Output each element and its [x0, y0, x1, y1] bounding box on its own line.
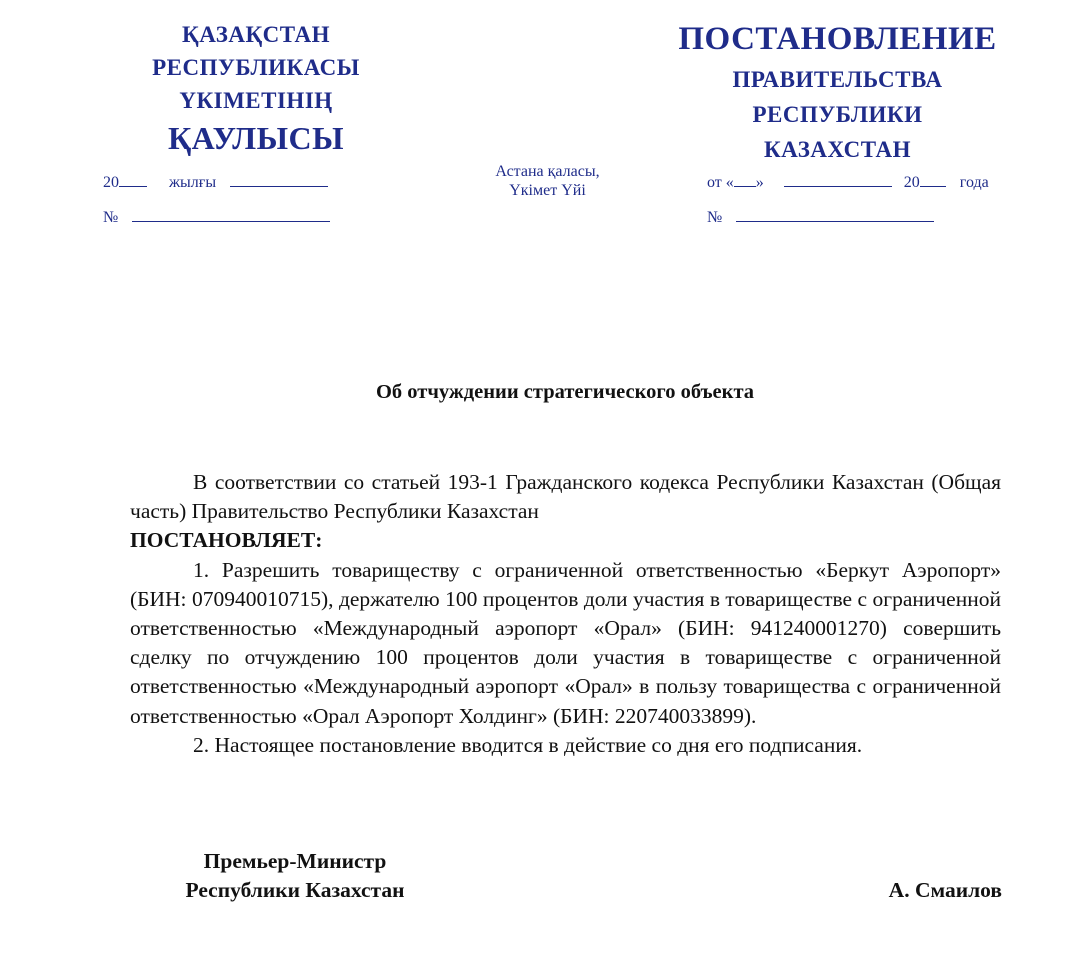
- preamble: В соответствии со статьей 193-1 Гражданского кодекса Республики Казахстан (Общая часть) Правительство Республики Казахстан: [130, 470, 1001, 524]
- number-sign-right: №: [707, 209, 723, 226]
- date-close-right: »: [755, 174, 764, 191]
- item-1: 1. Разрешить товариществу с ограниченной ответственностью «Беркут Аэропорт» (БИН: 070940010715), держателю 100 процентов доли участия в товариществе с ограниченной ответственностью «Международный аэропорт «Орал» (БИН: 941240001270) совершить сделку по отчуждению 100 процентов доли участия в товариществе с ограниченной ответственностью «Международный аэропорт «Орал» в пользу товарищества с ограниченной ответственностью «Орал Аэропорт Холдинг» (БИН: 220740033899).: [130, 557, 1001, 728]
- date-month-blank-right: [784, 172, 892, 187]
- date-year-prefix-right: 20: [903, 174, 920, 191]
- header-right-line1: ПОСТАНОВЛЕНИЕ: [678, 21, 997, 57]
- date-year-suffix-right: года: [959, 174, 989, 191]
- number-blank-left: [132, 207, 330, 222]
- signature-position-line1: Премьер-Министр: [203, 849, 387, 873]
- header-right: [660, 16, 1015, 167]
- header-left-line2: РЕСПУБЛИКАСЫ: [152, 55, 360, 80]
- header-right-line2: ПРАВИТЕЛЬСТВА: [732, 67, 943, 92]
- header-left-line4: ҚАУЛЫСЫ: [167, 120, 345, 156]
- date-blank-left: [230, 172, 328, 187]
- number-blank-right: [736, 207, 934, 222]
- issue-place: [470, 162, 625, 200]
- signature-position-line2: Республики Казахстан: [185, 878, 405, 902]
- signature-name: А. Смаилов: [888, 878, 1002, 902]
- date-line-right: [707, 172, 989, 192]
- item-2: 2. Настоящее постановление вводится в действие со дня его подписания.: [193, 732, 863, 757]
- date-day-blank-right: [734, 172, 756, 187]
- date-line-left: [103, 172, 328, 192]
- number-line-left: [103, 207, 330, 227]
- header-left: [106, 18, 406, 159]
- number-line-right: [707, 207, 934, 227]
- issue-place-city: Астана қаласы,: [495, 163, 600, 180]
- decree-word: ПОСТАНОВЛЯЕТ:: [130, 528, 323, 553]
- date-year-blank-right: [920, 172, 946, 187]
- issue-place-building: Үкімет Үйі: [509, 182, 586, 199]
- date-suffix-left: жылғы: [169, 174, 217, 191]
- document-title: Об отчуждении стратегического объекта: [375, 381, 755, 403]
- header-right-line4: КАЗАХСТАН: [763, 137, 911, 162]
- date-year-prefix-left: 20: [103, 174, 119, 191]
- document-body: [130, 468, 1001, 760]
- header-right-line3: РЕСПУБЛИКИ: [752, 102, 923, 127]
- date-from-right: от «: [707, 174, 734, 191]
- number-sign-left: №: [103, 209, 119, 226]
- header-left-line3: ҮКІМЕТІНІҢ: [179, 88, 333, 113]
- header-left-line1: ҚАЗАҚСТАН: [182, 22, 330, 47]
- signature-position: [165, 847, 425, 905]
- date-year-blank-left: [119, 172, 147, 187]
